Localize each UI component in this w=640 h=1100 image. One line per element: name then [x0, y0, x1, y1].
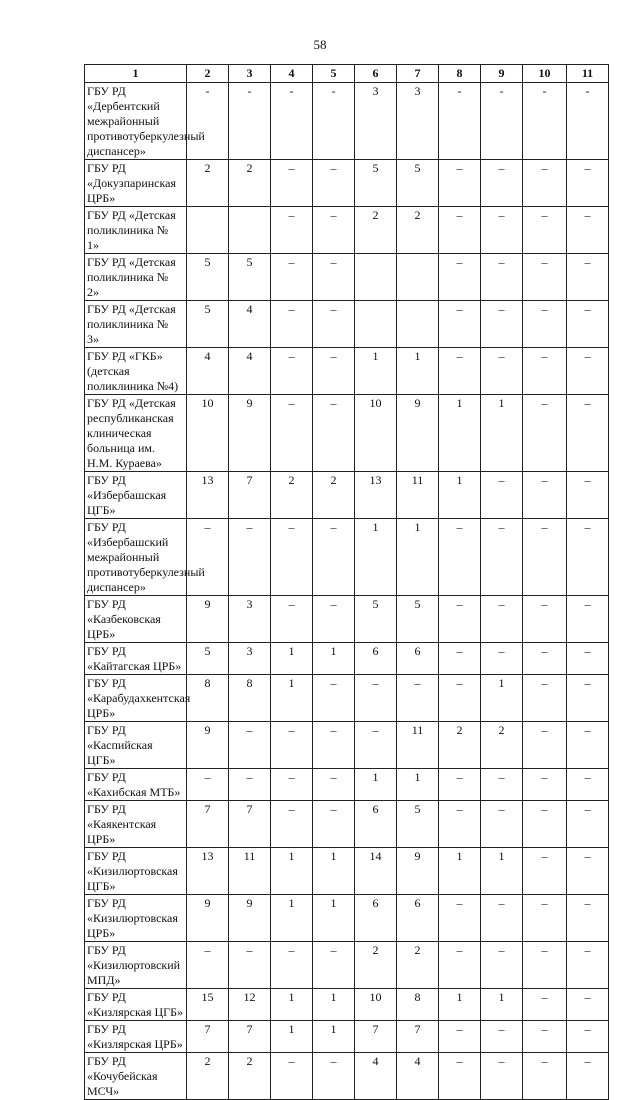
- value-cell-col-4: –: [271, 301, 313, 348]
- value-cell-col-2: –: [187, 769, 229, 801]
- value-cell-col-2: 13: [187, 848, 229, 895]
- table-row: [85, 519, 609, 596]
- value-cell-col-8: –: [439, 769, 481, 801]
- value-cell-col-9: –: [481, 1053, 523, 1100]
- value-cell-col-10: –: [523, 596, 567, 643]
- institution-name-cell: ГБУ РД «Дербентский межрайонный противотуберкулезный диспансер»: [85, 83, 187, 160]
- value-cell-col-5: –: [313, 207, 355, 254]
- value-cell-col-2: 4: [187, 348, 229, 395]
- column-header-8: 8: [439, 65, 481, 83]
- value-cell-col-8: –: [439, 519, 481, 596]
- table-row: [85, 207, 609, 254]
- value-cell-col-8: –: [439, 596, 481, 643]
- value-cell-col-4: 2: [271, 472, 313, 519]
- value-cell-col-8: 1: [439, 395, 481, 472]
- value-cell-col-2: 15: [187, 989, 229, 1021]
- value-cell-col-11: –: [567, 254, 609, 301]
- table-row: [85, 348, 609, 395]
- value-cell-col-10: –: [523, 1021, 567, 1053]
- value-cell-col-8: 1: [439, 989, 481, 1021]
- column-header-6: 6: [355, 65, 397, 83]
- value-cell-col-10: –: [523, 848, 567, 895]
- value-cell-col-5: –: [313, 519, 355, 596]
- value-cell-col-6: –: [355, 722, 397, 769]
- value-cell-col-11: –: [567, 769, 609, 801]
- value-cell-col-4: –: [271, 596, 313, 643]
- table-row: [85, 643, 609, 675]
- value-cell-col-9: –: [481, 801, 523, 848]
- value-cell-col-11: –: [567, 942, 609, 989]
- institution-name-cell: ГБУ РД «Кахибская МТБ»: [85, 769, 187, 801]
- institution-name-cell: ГБУ РД «Детская республиканская клиническая больница им. Н.М. Кураева»: [85, 395, 187, 472]
- value-cell-col-6: 14: [355, 848, 397, 895]
- value-cell-col-2: 7: [187, 801, 229, 848]
- value-cell-col-10: –: [523, 643, 567, 675]
- value-cell-col-8: –: [439, 675, 481, 722]
- value-cell-col-6: 10: [355, 395, 397, 472]
- value-cell-col-3: 7: [229, 1021, 271, 1053]
- value-cell-col-5: 1: [313, 848, 355, 895]
- value-cell-col-3: [229, 207, 271, 254]
- value-cell-col-9: –: [481, 643, 523, 675]
- value-cell-col-4: –: [271, 769, 313, 801]
- table-row: [85, 596, 609, 643]
- institution-name-cell: ГБУ РД «Избербашская ЦГБ»: [85, 472, 187, 519]
- value-cell-col-10: -: [523, 83, 567, 160]
- institution-name-cell: ГБУ РД «Кизилюртовская ЦРБ»: [85, 895, 187, 942]
- value-cell-col-7: 4: [397, 1053, 439, 1100]
- value-cell-col-7: 5: [397, 801, 439, 848]
- value-cell-col-4: 1: [271, 675, 313, 722]
- value-cell-col-2: 2: [187, 1053, 229, 1100]
- value-cell-col-6: 1: [355, 769, 397, 801]
- value-cell-col-2: 10: [187, 395, 229, 472]
- value-cell-col-2: 8: [187, 675, 229, 722]
- value-cell-col-7: 1: [397, 769, 439, 801]
- table-row: [85, 395, 609, 472]
- value-cell-col-8: –: [439, 254, 481, 301]
- institution-name-cell: ГБУ РД «Кочубейская МСЧ»: [85, 1053, 187, 1100]
- value-cell-col-9: –: [481, 596, 523, 643]
- value-cell-col-5: –: [313, 769, 355, 801]
- value-cell-col-5: –: [313, 801, 355, 848]
- value-cell-col-7: 7: [397, 1021, 439, 1053]
- value-cell-col-7: 11: [397, 472, 439, 519]
- value-cell-col-9: 2: [481, 722, 523, 769]
- table-row: [85, 472, 609, 519]
- value-cell-col-3: 9: [229, 395, 271, 472]
- value-cell-col-3: 5: [229, 254, 271, 301]
- table-row: [85, 160, 609, 207]
- value-cell-col-8: 1: [439, 848, 481, 895]
- value-cell-col-5: –: [313, 160, 355, 207]
- value-cell-col-10: –: [523, 942, 567, 989]
- value-cell-col-11: –: [567, 348, 609, 395]
- value-cell-col-10: –: [523, 895, 567, 942]
- value-cell-col-7: 2: [397, 207, 439, 254]
- institution-name-cell: ГБУ РД «ГКБ» (детская поликлиника №4): [85, 348, 187, 395]
- value-cell-col-3: 8: [229, 675, 271, 722]
- value-cell-col-2: -: [187, 83, 229, 160]
- value-cell-col-3: 12: [229, 989, 271, 1021]
- value-cell-col-2: [187, 207, 229, 254]
- institution-name-cell: ГБУ РД «Докузпаринская ЦРБ»: [85, 160, 187, 207]
- table-row: [85, 801, 609, 848]
- value-cell-col-4: –: [271, 254, 313, 301]
- value-cell-col-9: –: [481, 160, 523, 207]
- value-cell-col-7: 9: [397, 395, 439, 472]
- value-cell-col-5: –: [313, 395, 355, 472]
- value-cell-col-9: –: [481, 348, 523, 395]
- table-row: [85, 722, 609, 769]
- value-cell-col-11: –: [567, 895, 609, 942]
- value-cell-col-9: –: [481, 207, 523, 254]
- table-row: [85, 301, 609, 348]
- value-cell-col-2: 7: [187, 1021, 229, 1053]
- value-cell-col-3: -: [229, 83, 271, 160]
- value-cell-col-11: –: [567, 722, 609, 769]
- value-cell-col-10: –: [523, 301, 567, 348]
- value-cell-col-11: –: [567, 675, 609, 722]
- value-cell-col-3: 11: [229, 848, 271, 895]
- value-cell-col-9: –: [481, 1021, 523, 1053]
- value-cell-col-4: –: [271, 207, 313, 254]
- value-cell-col-10: –: [523, 675, 567, 722]
- value-cell-col-4: –: [271, 1053, 313, 1100]
- page-number: 58: [313, 37, 327, 52]
- institution-name-cell: ГБУ РД «Кизлярская ЦРБ»: [85, 1021, 187, 1053]
- value-cell-col-5: –: [313, 348, 355, 395]
- column-header-1: 1: [85, 65, 187, 83]
- value-cell-col-5: 2: [313, 472, 355, 519]
- value-cell-col-7: 2: [397, 942, 439, 989]
- value-cell-col-3: 9: [229, 895, 271, 942]
- table-row: [85, 769, 609, 801]
- value-cell-col-6: 4: [355, 1053, 397, 1100]
- value-cell-col-5: –: [313, 942, 355, 989]
- value-cell-col-6: 6: [355, 895, 397, 942]
- value-cell-col-6: 3: [355, 83, 397, 160]
- value-cell-col-7: 9: [397, 848, 439, 895]
- institution-name-cell: ГБУ РД «Избербашский межрайонный противотуберкулезный диспансер»: [85, 519, 187, 596]
- value-cell-col-5: –: [313, 596, 355, 643]
- value-cell-col-11: –: [567, 207, 609, 254]
- value-cell-col-11: –: [567, 1021, 609, 1053]
- value-cell-col-7: 11: [397, 722, 439, 769]
- value-cell-col-3: 7: [229, 801, 271, 848]
- value-cell-col-11: –: [567, 519, 609, 596]
- value-cell-col-11: –: [567, 801, 609, 848]
- value-cell-col-4: –: [271, 348, 313, 395]
- value-cell-col-11: –: [567, 848, 609, 895]
- value-cell-col-9: 1: [481, 395, 523, 472]
- value-cell-col-3: –: [229, 722, 271, 769]
- value-cell-col-4: 1: [271, 1021, 313, 1053]
- value-cell-col-7: –: [397, 675, 439, 722]
- value-cell-col-4: –: [271, 160, 313, 207]
- value-cell-col-8: –: [439, 1053, 481, 1100]
- value-cell-col-3: 2: [229, 160, 271, 207]
- value-cell-col-4: –: [271, 395, 313, 472]
- value-cell-col-2: –: [187, 519, 229, 596]
- table-row: [85, 254, 609, 301]
- institution-name-cell: ГБУ РД «Детская поликлиника № 3»: [85, 301, 187, 348]
- value-cell-col-11: –: [567, 989, 609, 1021]
- value-cell-col-7: 6: [397, 895, 439, 942]
- value-cell-col-9: –: [481, 519, 523, 596]
- value-cell-col-8: –: [439, 942, 481, 989]
- institution-name-cell: ГБУ РД «Кайтагская ЦРБ»: [85, 643, 187, 675]
- value-cell-col-6: 2: [355, 207, 397, 254]
- value-cell-col-11: –: [567, 1053, 609, 1100]
- value-cell-col-2: 5: [187, 254, 229, 301]
- value-cell-col-10: –: [523, 989, 567, 1021]
- value-cell-col-3: 2: [229, 1053, 271, 1100]
- value-cell-col-11: -: [567, 83, 609, 160]
- table-header-row: [85, 65, 609, 83]
- column-header-5: 5: [313, 65, 355, 83]
- value-cell-col-6: 1: [355, 519, 397, 596]
- value-cell-col-9: -: [481, 83, 523, 160]
- institution-name-cell: ГБУ РД «Каякентская ЦРБ»: [85, 801, 187, 848]
- column-header-7: 7: [397, 65, 439, 83]
- value-cell-col-4: 1: [271, 643, 313, 675]
- institution-name-cell: ГБУ РД «Карабудахкентская ЦРБ»: [85, 675, 187, 722]
- value-cell-col-3: 4: [229, 348, 271, 395]
- institution-name-cell: ГБУ РД «Детская поликлиника № 2»: [85, 254, 187, 301]
- value-cell-col-2: 9: [187, 596, 229, 643]
- value-cell-col-9: 1: [481, 848, 523, 895]
- value-cell-col-4: –: [271, 942, 313, 989]
- value-cell-col-11: –: [567, 643, 609, 675]
- column-header-3: 3: [229, 65, 271, 83]
- data-table: [84, 64, 609, 1100]
- value-cell-col-3: –: [229, 769, 271, 801]
- value-cell-col-11: –: [567, 160, 609, 207]
- value-cell-col-6: 10: [355, 989, 397, 1021]
- value-cell-col-5: –: [313, 722, 355, 769]
- value-cell-col-11: –: [567, 301, 609, 348]
- value-cell-col-8: –: [439, 895, 481, 942]
- value-cell-col-7: 3: [397, 83, 439, 160]
- value-cell-col-6: 6: [355, 643, 397, 675]
- value-cell-col-10: –: [523, 801, 567, 848]
- value-cell-col-7: 1: [397, 519, 439, 596]
- value-cell-col-6: 6: [355, 801, 397, 848]
- table-row: [85, 895, 609, 942]
- value-cell-col-2: 13: [187, 472, 229, 519]
- table-row: [85, 848, 609, 895]
- table-body: [85, 83, 609, 1100]
- value-cell-col-6: –: [355, 675, 397, 722]
- value-cell-col-5: –: [313, 675, 355, 722]
- value-cell-col-2: 9: [187, 895, 229, 942]
- table-row: [85, 1053, 609, 1100]
- institution-name-cell: ГБУ РД «Казбековская ЦРБ»: [85, 596, 187, 643]
- column-header-11: 11: [567, 65, 609, 83]
- institution-name-cell: ГБУ РД «Кизлярская ЦГБ»: [85, 989, 187, 1021]
- value-cell-col-4: 1: [271, 895, 313, 942]
- value-cell-col-11: –: [567, 472, 609, 519]
- value-cell-col-8: 1: [439, 472, 481, 519]
- value-cell-col-8: –: [439, 207, 481, 254]
- value-cell-col-8: –: [439, 1021, 481, 1053]
- value-cell-col-9: –: [481, 301, 523, 348]
- value-cell-col-10: –: [523, 519, 567, 596]
- value-cell-col-5: 1: [313, 989, 355, 1021]
- value-cell-col-5: –: [313, 1053, 355, 1100]
- value-cell-col-2: –: [187, 942, 229, 989]
- value-cell-col-10: –: [523, 254, 567, 301]
- value-cell-col-5: –: [313, 301, 355, 348]
- column-header-10: 10: [523, 65, 567, 83]
- value-cell-col-10: –: [523, 207, 567, 254]
- column-header-2: 2: [187, 65, 229, 83]
- value-cell-col-5: 1: [313, 895, 355, 942]
- value-cell-col-4: –: [271, 519, 313, 596]
- value-cell-col-9: –: [481, 472, 523, 519]
- value-cell-col-11: –: [567, 596, 609, 643]
- value-cell-col-3: –: [229, 942, 271, 989]
- value-cell-col-6: 5: [355, 160, 397, 207]
- institution-name-cell: ГБУ РД «Каспийская ЦГБ»: [85, 722, 187, 769]
- value-cell-col-7: [397, 254, 439, 301]
- value-cell-col-4: –: [271, 722, 313, 769]
- value-cell-col-2: 5: [187, 301, 229, 348]
- value-cell-col-2: 9: [187, 722, 229, 769]
- value-cell-col-6: [355, 301, 397, 348]
- value-cell-col-10: –: [523, 722, 567, 769]
- value-cell-col-5: -: [313, 83, 355, 160]
- institution-name-cell: ГБУ РД «Детская поликлиника № 1»: [85, 207, 187, 254]
- value-cell-col-4: -: [271, 83, 313, 160]
- value-cell-col-6: 1: [355, 348, 397, 395]
- value-cell-col-10: –: [523, 348, 567, 395]
- value-cell-col-4: –: [271, 801, 313, 848]
- value-cell-col-9: –: [481, 942, 523, 989]
- value-cell-col-6: 2: [355, 942, 397, 989]
- table-row: [85, 942, 609, 989]
- value-cell-col-3: 3: [229, 643, 271, 675]
- value-cell-col-8: –: [439, 160, 481, 207]
- value-cell-col-3: 4: [229, 301, 271, 348]
- value-cell-col-7: 6: [397, 643, 439, 675]
- value-cell-col-7: 5: [397, 596, 439, 643]
- value-cell-col-6: 13: [355, 472, 397, 519]
- value-cell-col-9: –: [481, 895, 523, 942]
- value-cell-col-10: –: [523, 769, 567, 801]
- value-cell-col-6: 5: [355, 596, 397, 643]
- value-cell-col-8: 2: [439, 722, 481, 769]
- value-cell-col-10: –: [523, 395, 567, 472]
- value-cell-col-2: 5: [187, 643, 229, 675]
- value-cell-col-9: 1: [481, 989, 523, 1021]
- value-cell-col-3: –: [229, 519, 271, 596]
- value-cell-col-7: [397, 301, 439, 348]
- table-row: [85, 1021, 609, 1053]
- table-row: [85, 989, 609, 1021]
- institution-name-cell: ГБУ РД «Кизилюртовская ЦГБ»: [85, 848, 187, 895]
- value-cell-col-7: 5: [397, 160, 439, 207]
- value-cell-col-5: 1: [313, 643, 355, 675]
- value-cell-col-7: 8: [397, 989, 439, 1021]
- column-header-9: 9: [481, 65, 523, 83]
- value-cell-col-9: 1: [481, 675, 523, 722]
- value-cell-col-3: 3: [229, 596, 271, 643]
- value-cell-col-8: –: [439, 801, 481, 848]
- value-cell-col-8: -: [439, 83, 481, 160]
- value-cell-col-10: –: [523, 160, 567, 207]
- value-cell-col-10: –: [523, 1053, 567, 1100]
- institution-name-cell: ГБУ РД «Кизилюртовский МПД»: [85, 942, 187, 989]
- column-header-4: 4: [271, 65, 313, 83]
- value-cell-col-10: –: [523, 472, 567, 519]
- value-cell-col-11: –: [567, 395, 609, 472]
- value-cell-col-4: 1: [271, 848, 313, 895]
- value-cell-col-5: 1: [313, 1021, 355, 1053]
- table-row: [85, 83, 609, 160]
- value-cell-col-5: –: [313, 254, 355, 301]
- value-cell-col-8: –: [439, 643, 481, 675]
- value-cell-col-8: –: [439, 348, 481, 395]
- value-cell-col-2: 2: [187, 160, 229, 207]
- table-row: [85, 675, 609, 722]
- value-cell-col-6: [355, 254, 397, 301]
- value-cell-col-9: –: [481, 769, 523, 801]
- value-cell-col-7: 1: [397, 348, 439, 395]
- value-cell-col-9: –: [481, 254, 523, 301]
- value-cell-col-4: 1: [271, 989, 313, 1021]
- value-cell-col-3: 7: [229, 472, 271, 519]
- value-cell-col-6: 7: [355, 1021, 397, 1053]
- value-cell-col-8: –: [439, 301, 481, 348]
